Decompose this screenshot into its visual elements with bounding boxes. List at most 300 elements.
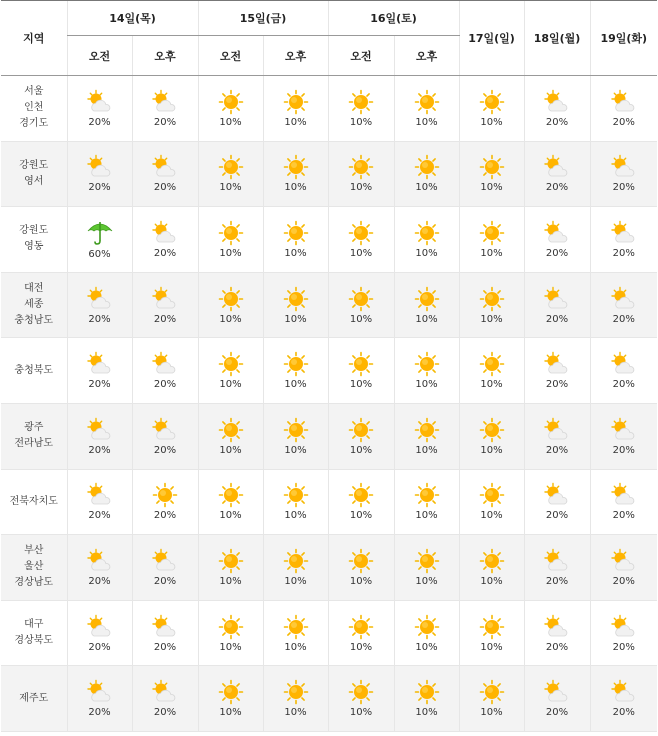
partly-cloudy-icon (543, 286, 571, 314)
forecast-cell (67, 535, 132, 601)
sunny-icon (218, 351, 244, 379)
sunny-icon (348, 679, 374, 707)
precipitation-chance: 20% (545, 116, 569, 128)
forecast-cell (590, 338, 657, 404)
precipitation-chance: 20% (612, 182, 635, 194)
precipitation-chance: 20% (153, 641, 177, 653)
forecast-cell (67, 469, 132, 535)
partly-cloudy-icon (543, 548, 571, 576)
date-header-17: 17일(일) (459, 1, 524, 76)
precipitation-chance: 20% (88, 116, 111, 128)
region-label: 영서 (24, 175, 44, 187)
precipitation-chance: 10% (480, 379, 503, 391)
partly-cloudy-icon (610, 89, 638, 117)
precipitation-chance: 20% (612, 444, 635, 456)
precipitation-chance: 20% (153, 575, 177, 587)
precipitation-chance: 20% (88, 379, 111, 391)
partly-cloudy-icon (86, 548, 114, 576)
precipitation-chance: 10% (480, 116, 503, 128)
sunny-icon (283, 548, 309, 576)
partly-cloudy-icon (151, 351, 179, 379)
pm-header: 오후 (394, 36, 459, 76)
forecast-cell (198, 600, 263, 666)
precipitation-chance: 20% (545, 379, 569, 391)
forecast-cell (524, 338, 590, 404)
forecast-cell (524, 403, 590, 469)
forecast-cell (263, 141, 328, 207)
region-label: 세종 (24, 299, 44, 311)
precipitation-chance: 10% (349, 707, 373, 719)
forecast-cell (590, 535, 657, 601)
region-cell (1, 469, 67, 535)
partly-cloudy-icon (610, 220, 638, 248)
forecast-cell (328, 76, 394, 142)
region-label: 경기도 (19, 118, 49, 130)
precipitation-chance: 20% (88, 641, 111, 653)
forecast-cell (263, 666, 328, 732)
sunny-icon (414, 286, 440, 314)
precipitation-chance: 10% (284, 379, 307, 391)
partly-cloudy-icon (151, 154, 179, 182)
partly-cloudy-icon (543, 679, 571, 707)
partly-cloudy-icon (543, 220, 571, 248)
region-cell (1, 338, 67, 404)
sunny-icon (348, 351, 374, 379)
precipitation-chance: 20% (612, 247, 635, 259)
forecast-cell (198, 272, 263, 338)
am-header: 오전 (198, 36, 263, 76)
forecast-cell (590, 600, 657, 666)
precipitation-chance: 10% (349, 444, 373, 456)
sunny-icon (414, 482, 440, 510)
region-label: 대전 (24, 283, 44, 295)
sunny-icon (218, 220, 244, 248)
forecast-cell (394, 207, 459, 273)
partly-cloudy-icon (610, 417, 638, 445)
precipitation-chance: 10% (480, 182, 503, 194)
region-label: 인천 (24, 102, 44, 114)
forecast-cell (524, 666, 590, 732)
sunny-icon (283, 89, 309, 117)
forecast-cell (394, 469, 459, 535)
partly-cloudy-icon (543, 351, 571, 379)
forecast-cell (132, 535, 198, 601)
forecast-cell (198, 141, 263, 207)
forecast-cell (328, 600, 394, 666)
forecast-cell (524, 469, 590, 535)
am-header: 오전 (328, 36, 394, 76)
partly-cloudy-icon (610, 286, 638, 314)
precipitation-chance: 20% (153, 313, 177, 325)
precipitation-chance: 20% (153, 247, 177, 259)
forecast-cell (263, 76, 328, 142)
region-label: 경상북도 (14, 635, 54, 647)
forecast-cell (328, 141, 394, 207)
forecast-cell (132, 76, 198, 142)
sunny-icon (348, 614, 374, 642)
sunny-icon (479, 482, 505, 510)
forecast-cell (328, 469, 394, 535)
forecast-cell (67, 338, 132, 404)
forecast-cell (459, 76, 524, 142)
date-header-18: 18일(월) (524, 1, 590, 76)
precipitation-chance: 10% (219, 247, 242, 259)
region-label: 전라남도 (14, 438, 54, 450)
date-header-19: 19일(화) (590, 1, 657, 76)
sunny-icon (479, 154, 505, 182)
sunny-icon (479, 286, 505, 314)
forecast-cell (198, 338, 263, 404)
sunny-icon (218, 286, 244, 314)
sunny-icon (283, 351, 309, 379)
sunny-icon (218, 482, 244, 510)
sunny-icon (283, 286, 309, 314)
sunny-icon (414, 614, 440, 642)
partly-cloudy-icon (610, 351, 638, 379)
sunny-icon (348, 154, 374, 182)
precipitation-chance: 20% (545, 182, 569, 194)
region-label: 강원도 (19, 225, 49, 237)
forecast-cell (263, 403, 328, 469)
precipitation-chance: 10% (480, 444, 503, 456)
table-row (1, 272, 657, 338)
region-label: 광주 (24, 422, 44, 434)
precipitation-chance: 10% (349, 575, 373, 587)
table-row (1, 141, 657, 207)
forecast-cell (590, 76, 657, 142)
forecast-cell (394, 141, 459, 207)
date-header-14: 14일(목) (67, 1, 198, 36)
partly-cloudy-icon (86, 154, 114, 182)
precipitation-chance: 20% (153, 444, 177, 456)
region-cell (1, 666, 67, 732)
sunny-icon (479, 220, 505, 248)
region-label: 서울 (24, 86, 44, 98)
forecast-cell (394, 600, 459, 666)
precipitation-chance: 10% (349, 313, 373, 325)
table-row (1, 535, 657, 601)
precipitation-chance: 10% (219, 575, 242, 587)
sunny-icon (348, 417, 374, 445)
region-label: 충청남도 (14, 315, 54, 327)
sunny-icon (283, 417, 309, 445)
sunny-icon (414, 154, 440, 182)
region-cell (1, 600, 67, 666)
forecast-cell (394, 535, 459, 601)
precipitation-chance: 20% (153, 707, 177, 719)
partly-cloudy-icon (610, 482, 638, 510)
umbrella-icon (86, 219, 114, 249)
partly-cloudy-icon (151, 548, 179, 576)
sunny-icon (414, 89, 440, 117)
forecast-cell (394, 272, 459, 338)
sunny-icon (152, 482, 178, 510)
sunny-icon (414, 351, 440, 379)
sunny-icon (348, 482, 374, 510)
forecast-cell (132, 469, 198, 535)
forecast-cell (524, 272, 590, 338)
partly-cloudy-icon (151, 286, 179, 314)
forecast-cell (590, 403, 657, 469)
forecast-cell (459, 535, 524, 601)
partly-cloudy-icon (86, 89, 114, 117)
precipitation-chance: 10% (284, 116, 307, 128)
sunny-icon (479, 417, 505, 445)
forecast-cell (198, 535, 263, 601)
forecast-cell (263, 338, 328, 404)
precipitation-chance: 10% (284, 575, 307, 587)
forecast-cell (524, 600, 590, 666)
partly-cloudy-icon (543, 154, 571, 182)
forecast-cell (132, 272, 198, 338)
forecast-cell (67, 207, 132, 273)
region-label: 대구 (24, 619, 44, 631)
forecast-cell (394, 403, 459, 469)
partly-cloudy-icon (86, 679, 114, 707)
partly-cloudy-icon (543, 417, 571, 445)
forecast-cell (328, 272, 394, 338)
table-row (1, 469, 657, 535)
region-cell (1, 76, 67, 142)
forecast-cell (459, 469, 524, 535)
precipitation-chance: 10% (349, 379, 373, 391)
partly-cloudy-icon (543, 89, 571, 117)
partly-cloudy-icon (543, 482, 571, 510)
precipitation-chance: 10% (480, 641, 503, 653)
forecast-cell (263, 272, 328, 338)
precipitation-chance: 10% (349, 116, 373, 128)
forecast-cell (459, 207, 524, 273)
pm-header: 오후 (132, 36, 198, 76)
partly-cloudy-icon (86, 482, 114, 510)
forecast-cell (328, 666, 394, 732)
region-label: 전북자치도 (9, 495, 58, 507)
forecast-cell (590, 141, 657, 207)
forecast-cell (263, 535, 328, 601)
sunny-icon (348, 286, 374, 314)
precipitation-chance: 10% (415, 247, 438, 259)
forecast-cell (459, 403, 524, 469)
precipitation-chance: 20% (545, 575, 569, 587)
date-header-16: 16일(토) (328, 1, 459, 36)
region-label: 제주도 (19, 692, 49, 704)
forecast-cell (524, 207, 590, 273)
forecast-cell (132, 338, 198, 404)
sunny-icon (479, 89, 505, 117)
precipitation-chance: 20% (88, 444, 111, 456)
partly-cloudy-icon (151, 614, 179, 642)
precipitation-chance: 10% (284, 313, 307, 325)
forecast-cell (590, 666, 657, 732)
region-cell (1, 535, 67, 601)
precipitation-chance: 20% (545, 641, 569, 653)
sunny-icon (414, 548, 440, 576)
forecast-cell (524, 535, 590, 601)
forecast-cell (67, 272, 132, 338)
precipitation-chance: 20% (88, 575, 111, 587)
forecast-cell (459, 141, 524, 207)
precipitation-chance: 10% (284, 641, 307, 653)
forecast-cell (459, 338, 524, 404)
partly-cloudy-icon (151, 89, 179, 117)
precipitation-chance: 10% (284, 182, 307, 194)
precipitation-chance: 10% (349, 641, 373, 653)
sunny-icon (218, 614, 244, 642)
precipitation-chance: 10% (219, 707, 242, 719)
precipitation-chance: 20% (545, 444, 569, 456)
forecast-cell (198, 207, 263, 273)
precipitation-chance: 20% (88, 510, 111, 522)
precipitation-chance: 10% (415, 379, 438, 391)
precipitation-chance: 20% (612, 313, 635, 325)
partly-cloudy-icon (151, 417, 179, 445)
precipitation-chance: 10% (415, 641, 438, 653)
precipitation-chance: 20% (612, 510, 635, 522)
forecast-cell (132, 600, 198, 666)
sunny-icon (479, 548, 505, 576)
forecast-cell (67, 666, 132, 732)
precipitation-chance: 20% (153, 182, 177, 194)
forecast-cell (328, 535, 394, 601)
precipitation-chance: 10% (349, 510, 373, 522)
precipitation-chance: 10% (284, 707, 307, 719)
precipitation-chance: 10% (480, 313, 503, 325)
precipitation-chance: 20% (88, 182, 111, 194)
forecast-cell (67, 76, 132, 142)
precipitation-chance: 10% (284, 510, 307, 522)
precipitation-chance: 10% (284, 444, 307, 456)
partly-cloudy-icon (86, 614, 114, 642)
region-cell (1, 207, 67, 273)
table-row (1, 666, 657, 732)
precipitation-chance: 20% (545, 510, 569, 522)
precipitation-chance: 20% (88, 313, 111, 325)
forecast-cell (328, 338, 394, 404)
partly-cloudy-icon (151, 679, 179, 707)
partly-cloudy-icon (86, 286, 114, 314)
partly-cloudy-icon (86, 417, 114, 445)
forecast-cell (524, 141, 590, 207)
forecast-cell (328, 207, 394, 273)
forecast-cell (590, 272, 657, 338)
pm-header: 오후 (263, 36, 328, 76)
sunny-icon (414, 220, 440, 248)
am-header: 오전 (67, 36, 132, 76)
precipitation-chance: 20% (88, 707, 111, 719)
sunny-icon (348, 220, 374, 248)
forecast-cell (263, 207, 328, 273)
forecast-cell (67, 600, 132, 666)
sunny-icon (283, 482, 309, 510)
table-row (1, 338, 657, 404)
forecast-cell (590, 207, 657, 273)
precipitation-chance: 20% (612, 379, 635, 391)
forecast-cell (132, 403, 198, 469)
forecast-cell (263, 469, 328, 535)
region-cell (1, 272, 67, 338)
precipitation-chance: 10% (219, 641, 242, 653)
date-header-15: 15일(금) (198, 1, 328, 36)
table-row (1, 76, 657, 142)
forecast-cell (132, 207, 198, 273)
precipitation-chance: 10% (349, 182, 373, 194)
sunny-icon (348, 548, 374, 576)
forecast-cell (198, 666, 263, 732)
sunny-icon (479, 614, 505, 642)
weather-forecast-table (1, 0, 657, 732)
precipitation-chance: 10% (219, 313, 242, 325)
partly-cloudy-icon (543, 614, 571, 642)
sunny-icon (218, 89, 244, 117)
precipitation-chance: 20% (545, 313, 569, 325)
sunny-icon (348, 89, 374, 117)
region-label: 강원도 (19, 159, 49, 171)
forecast-cell (394, 338, 459, 404)
forecast-cell (198, 76, 263, 142)
forecast-cell (67, 141, 132, 207)
sunny-icon (283, 614, 309, 642)
precipitation-chance: 20% (545, 707, 569, 719)
forecast-cell (394, 666, 459, 732)
forecast-cell (263, 600, 328, 666)
sunny-icon (218, 548, 244, 576)
precipitation-chance: 20% (612, 575, 635, 587)
precipitation-chance: 10% (219, 182, 242, 194)
precipitation-chance: 20% (153, 116, 177, 128)
sunny-icon (283, 220, 309, 248)
table-row (1, 403, 657, 469)
region-label: 충청북도 (14, 364, 54, 376)
forecast-cell (590, 469, 657, 535)
region-label: 울산 (24, 561, 44, 573)
partly-cloudy-icon (610, 679, 638, 707)
precipitation-chance: 10% (349, 247, 373, 259)
precipitation-chance: 10% (480, 510, 503, 522)
precipitation-chance: 10% (480, 575, 503, 587)
forecast-cell (394, 76, 459, 142)
precipitation-chance: 10% (415, 510, 438, 522)
precipitation-chance: 10% (415, 182, 438, 194)
precipitation-chance: 10% (219, 510, 242, 522)
sunny-icon (218, 417, 244, 445)
forecast-cell (524, 76, 590, 142)
precipitation-chance: 60% (88, 248, 111, 260)
precipitation-chance: 20% (612, 641, 635, 653)
table-row (1, 600, 657, 666)
region-label: 경상남도 (14, 577, 54, 589)
forecast-cell (459, 272, 524, 338)
forecast-cell (459, 600, 524, 666)
region-cell (1, 141, 67, 207)
precipitation-chance: 10% (415, 313, 438, 325)
precipitation-chance: 20% (612, 707, 635, 719)
forecast-cell (132, 141, 198, 207)
precipitation-chance: 20% (545, 247, 569, 259)
precipitation-chance: 10% (284, 247, 307, 259)
partly-cloudy-icon (610, 154, 638, 182)
sunny-icon (414, 679, 440, 707)
forecast-cell (198, 469, 263, 535)
forecast-cell (459, 666, 524, 732)
precipitation-chance: 10% (480, 707, 503, 719)
region-label: 부산 (24, 545, 44, 557)
partly-cloudy-icon (151, 220, 179, 248)
precipitation-chance: 10% (415, 444, 438, 456)
sunny-icon (283, 154, 309, 182)
forecast-cell (328, 403, 394, 469)
partly-cloudy-icon (86, 351, 114, 379)
forecast-cell (198, 403, 263, 469)
